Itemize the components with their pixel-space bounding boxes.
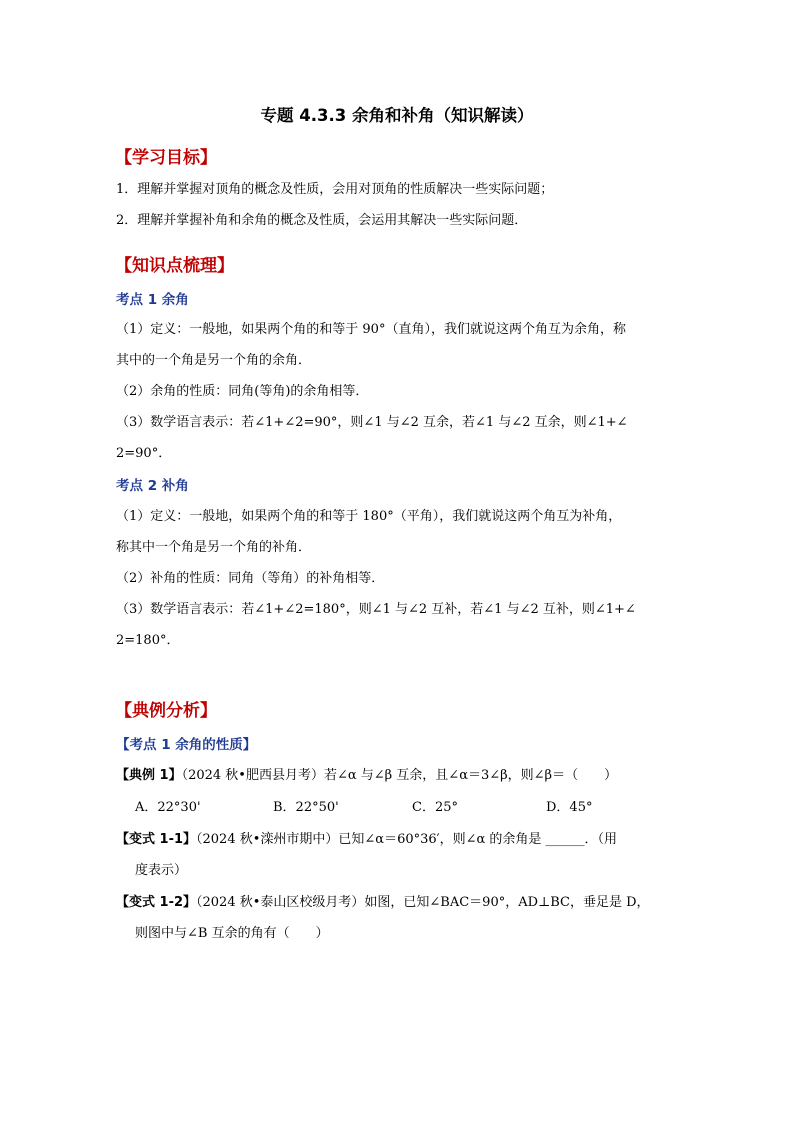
point-1-line-4: （3）数学语言表示：若∠1+∠2=90°，则∠1 与∠2 互余，若∠1 与∠2 互余，则∠1+∠ bbox=[116, 415, 628, 430]
variant-1-1-cont: 度表示） bbox=[135, 863, 188, 878]
variant-1-2 bbox=[116, 894, 650, 912]
point-1-heading: 考点 1 余角 bbox=[116, 292, 189, 308]
point-2-line-4: （3）数学语言表示：若∠1+∠2=180°，则∠1 与∠2 互补，若∠1 与∠2 互补，则∠1+∠ bbox=[116, 602, 636, 617]
variant-1-2-cont: 则图中与∠B 互余的角有（ ） bbox=[135, 926, 329, 941]
point-2-line-3: （2）补角的性质：同角（等角）的补角相等． bbox=[116, 571, 385, 586]
examples-subheading: 【考点 1 余角的性质】 bbox=[116, 737, 257, 753]
point-2-line-2: 称其中一个角是另一个角的补角． bbox=[116, 540, 312, 555]
point-2-line-5: 2=180°． bbox=[116, 633, 180, 648]
variant-1-1-label: 【变式 1-1】 bbox=[116, 832, 197, 847]
objective-1: 1．理解并掌握对顶角的概念及性质，会用对顶角的性质解决一些实际问题； bbox=[116, 182, 554, 197]
examples-heading: 【典例分析】 bbox=[115, 701, 217, 721]
example-1-label: 【典例 1】 bbox=[116, 768, 182, 783]
example-1-text: （2024 秋•肥西县月考）若∠α 与∠β 互余，且∠α＝3∠β，则∠β＝（ ） bbox=[181, 768, 618, 783]
objectives-heading: 【学习目标】 bbox=[115, 148, 217, 168]
example-1-option-c: C．25° bbox=[412, 800, 458, 815]
point-2-heading: 考点 2 补角 bbox=[116, 478, 189, 494]
objective-2: 2．理解并掌握补角和余角的概念及性质，会运用其解决一些实际问题． bbox=[116, 213, 528, 228]
point-1-line-5: 2=90°． bbox=[116, 446, 172, 461]
example-1-option-a: A．22°30' bbox=[135, 800, 201, 815]
example-1 bbox=[116, 767, 617, 785]
variant-1-1-text: （2024 秋•滦州市期中）已知∠α＝60°36′，则∠α 的余角是 ______．（用 bbox=[196, 832, 618, 847]
point-1-line-3: （2）余角的性质：同角(等角)的余角相等． bbox=[116, 384, 369, 399]
variant-1-2-label: 【变式 1-2】 bbox=[116, 895, 197, 910]
point-2-line-1: （1）定义：一般地，如果两个角的和等于 180°（平角），我们就说这两个角互为补角， bbox=[116, 509, 622, 524]
example-1-option-d: D．45° bbox=[546, 800, 593, 815]
variant-1-1 bbox=[116, 831, 617, 849]
example-1-option-b: B．22°50' bbox=[273, 800, 339, 815]
variant-1-2-text: （2024 秋•泰山区校级月考）如图，已知∠BAC＝90°，AD⊥BC，垂足是 D， bbox=[196, 895, 650, 910]
knowledge-heading: 【知识点梳理】 bbox=[115, 256, 234, 276]
point-1-line-1: （1）定义：一般地，如果两个角的和等于 90°（直角），我们就说这两个角互为余角，称 bbox=[116, 322, 626, 337]
page-title: 专题 4.3.3 余角和补角（知识解读） bbox=[260, 106, 534, 125]
point-1-line-2: 其中的一个角是另一个角的余角． bbox=[116, 353, 312, 368]
